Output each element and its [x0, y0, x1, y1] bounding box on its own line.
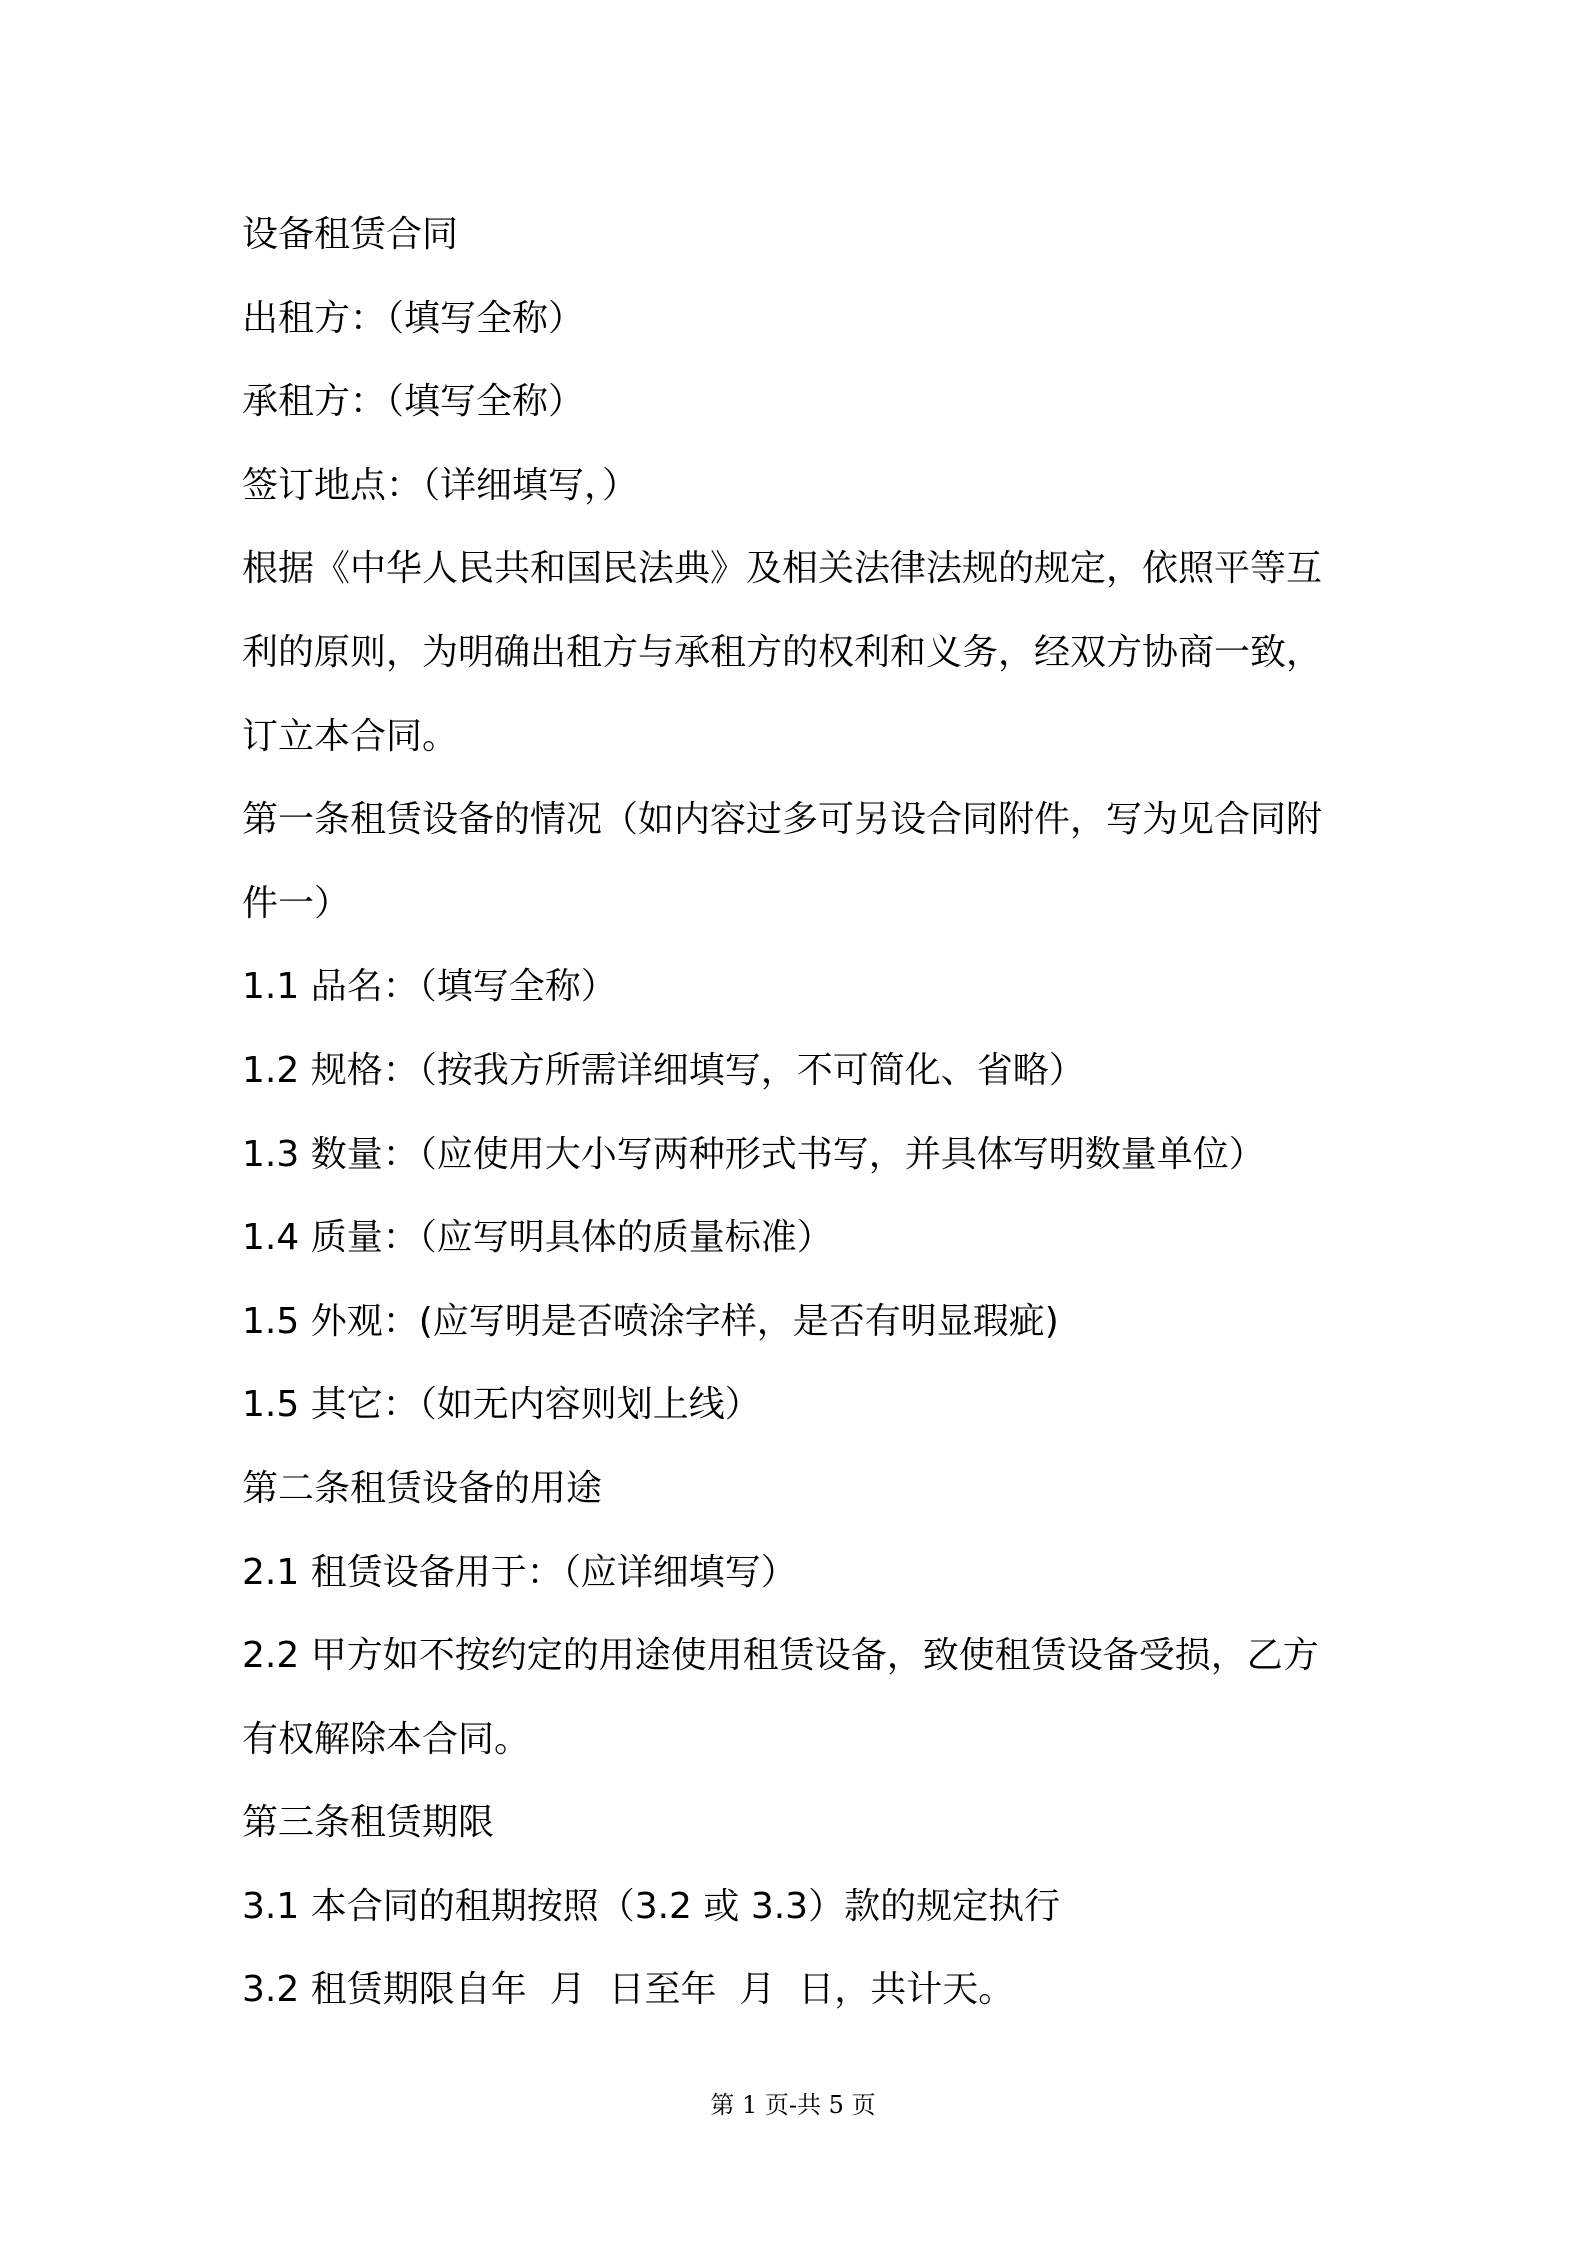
clause-2-2: 2.2 甲方如不按约定的用途使用租赁设备，致使租赁设备受损，乙方: [242, 1635, 1319, 1677]
article-1-heading: 第一条租赁设备的情况（如内容过多可另设合同附件，写为见合同附: [242, 799, 1323, 841]
clause-1-1: 1.1 品名：（填写全称）: [242, 966, 617, 1008]
lessor-line: 出租方：（填写全称）: [242, 297, 585, 339]
preamble-line-2: 利的原则，为明确出租方与承租方的权利和义务，经双方协商一致，: [242, 631, 1323, 673]
article-2-heading: 第二条租赁设备的用途: [242, 1467, 603, 1509]
clause-2-1: 2.1 租赁设备用于：（应详细填写）: [242, 1551, 797, 1593]
article-3-heading: 第三条租赁期限: [242, 1802, 495, 1844]
document-title: 设备租赁合同: [242, 214, 459, 255]
clause-1-4: 1.4 质量：（应写明具体的质量标准）: [242, 1217, 833, 1259]
clause-1-5-appearance: 1.5 外观：(应写明是否喷涂字样，是否有明显瑕疵): [242, 1300, 1059, 1342]
clause-1-3: 1.3 数量：（应使用大小写两种形式书写，并具体写明数量单位）: [242, 1133, 1265, 1175]
clause-1-5-other: 1.5 其它：（如无内容则划上线）: [242, 1384, 761, 1426]
clause-3-1: 3.1 本合同的租期按照（3.2 或 3.3）款的规定执行: [242, 1885, 1061, 1927]
lessee-line: 承租方：（填写全称）: [242, 381, 585, 423]
article-1-heading-cont: 件一）: [242, 882, 351, 924]
page-number-footer: 第 1 页-共 5 页: [710, 2091, 876, 2119]
clause-2-2-cont: 有权解除本合同。: [242, 1718, 531, 1760]
clause-1-2: 1.2 规格：（按我方所需详细填写，不可简化、省略）: [242, 1049, 1085, 1091]
document-body: [242, 193, 1372, 2032]
clause-3-2: 3.2 租赁期限自年 月 日至年 月 日，共计天。: [242, 1969, 1015, 2011]
preamble-line-3: 订立本合同。: [242, 715, 459, 757]
signing-place-line: 签订地点：（详细填写，）: [242, 464, 639, 506]
preamble-line-1: 根据《中华人民共和国民法典》及相关法律法规的规定，依照平等互: [242, 548, 1323, 590]
